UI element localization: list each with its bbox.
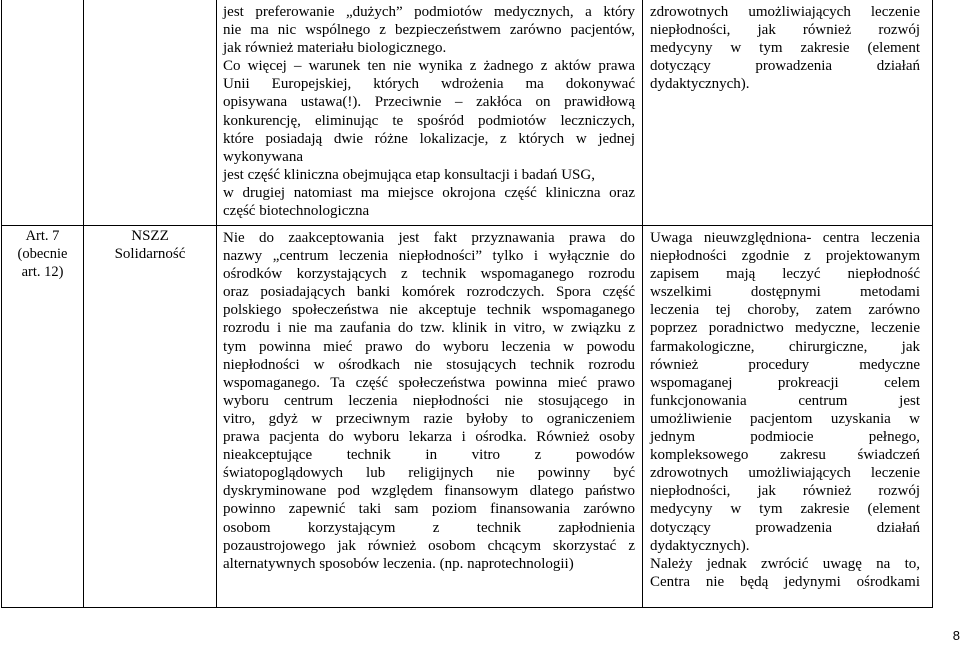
text-line: niepłodności zgodnie z projektowanym <box>650 248 920 265</box>
text-line: niepłodności, jak również rozwój <box>650 483 920 500</box>
text-line: w drugiej natomiast ma miejsce okrojona część kliniczna oraz <box>223 184 635 201</box>
text-line: zapisem mają leczyć niepłodność <box>650 266 920 283</box>
article-line: Art. 7 <box>25 228 60 244</box>
text-line: jest część kliniczna obejmująca etap konsultacji i badań USG, <box>223 166 595 183</box>
comment-text <box>223 229 635 573</box>
text-line: funkcjonowania centrum jest <box>650 392 920 409</box>
article-line: (obecnie <box>17 246 68 263</box>
text-line: Uwaga nieuwzględniona- centra leczenia <box>650 230 920 246</box>
text-line: wykonywana <box>223 148 303 165</box>
text-line: leczenia tej choroby, zatem zarówno <box>650 302 920 319</box>
text-line: Unii Europejskiej, których wdrożenia ma dokonywać <box>223 76 635 93</box>
text-line: umożliwienie pacjentom uzyskania w <box>650 410 920 427</box>
text-line: rozrodu i nie ma zaufania do tzw. klinik in vitro, w związku z <box>223 320 635 337</box>
col1-right-border <box>83 0 84 608</box>
text-line: farmakologiczne, chirurgiczne, jak <box>650 338 920 355</box>
text-line: osobom korzystającym z technik zapłodnienia <box>223 519 635 536</box>
text-line: wszelkimi dostępnymi metodami <box>650 284 920 301</box>
table-left-border <box>1 0 2 608</box>
table-right-border <box>932 0 933 608</box>
text-line: ośrodków korzystających z technik wspomaganego rozrodu <box>223 266 635 283</box>
text-line: dydaktycznych). <box>650 537 750 554</box>
text-line: nieakceptujące technik in vitro z powodów <box>223 447 635 464</box>
table-bottom-border <box>1 607 933 608</box>
col3-right-border <box>642 0 643 608</box>
text-line: prawa pacjenta do wyboru lekarza i ośrodka. Również osoby <box>223 429 635 446</box>
text-line: pozaustrojowego jak również osobom chcącym skorzystać z <box>223 537 635 554</box>
text-line: alternatywnych sposobów leczenia. (np. naprotechnologii) <box>223 555 574 572</box>
text-line: nie ma nic wspólnego z bezpieczeństwem zarówno pacjentów, <box>223 22 635 39</box>
text-line: opisywana ustawa(!). Przeciwnie – zakłóca on prawidłową <box>223 94 635 111</box>
text-line: jednym podmiocie pełnego, <box>650 429 920 446</box>
text-line: zdrowotnych umożliwiających leczenie <box>650 4 920 20</box>
page-number: 8 <box>952 628 960 643</box>
article-line: art. 12) <box>21 264 64 281</box>
row1-col3-text <box>223 3 635 220</box>
text-line: tym powinna mieć prawo do wyboru leczenia w powodu <box>223 338 635 355</box>
text-line: jak również materiału biologicznego. <box>223 40 447 57</box>
text-line: również procedury medyczne <box>650 356 920 373</box>
row1-col4-text <box>650 3 920 93</box>
text-line: konkurencję, eliminując te spośród podmiotów leczniczych, <box>223 112 635 129</box>
text-line: zdrowotnych umożliwiających leczenie <box>650 465 920 482</box>
response-text <box>650 229 920 591</box>
entity-line: Solidarność <box>114 246 186 263</box>
text-line: dotyczący prowadzenia działań <box>650 519 920 536</box>
text-line: dyskryminowane pod względem finansowym dlatego państwo <box>223 483 635 500</box>
entity-line: NSZZ <box>131 228 169 244</box>
text-line: niepłodności, jak również rozwój <box>650 22 920 39</box>
text-line: Należy jednak zwrócić uwagę na to, <box>650 555 920 572</box>
text-line: wspomaganego. Ta część społeczeństwa powinna mieć prawo <box>223 374 635 391</box>
text-line: niepłodności w ośrodkach nie stosujących technik rozrodu <box>223 356 635 373</box>
text-line: jest preferowanie „dużych” podmiotów medycznych, a który <box>223 4 635 20</box>
text-line: Centra nie będą jedynymi ośrodkami <box>650 573 920 590</box>
text-line: powinno zapewnić taki sam poziom finansowania zarówno <box>223 501 635 518</box>
text-line: nazwy „centrum leczenia niepłodności” tylko i wyłącznie do <box>223 248 635 265</box>
text-line: kompleksowego zakresu świadczeń <box>650 447 920 464</box>
text-line: wspomaganej prokreacji celem <box>650 374 920 391</box>
text-line: dotyczący prowadzenia działań <box>650 58 920 75</box>
text-line: Co więcej – warunek ten nie wynika z żadnego z aktów prawa <box>223 58 635 75</box>
text-line: część biotechnologiczna <box>223 203 370 220</box>
text-line: dydaktycznych). <box>650 76 750 93</box>
text-line: światopoglądowych lub religijnych nie powinny być <box>223 465 635 482</box>
text-line: które posiadają dwie różne lokalizacje, z których w jednej <box>223 130 635 147</box>
article-reference <box>2 227 83 281</box>
text-line: polskiego społeczeństwa nie akceptuje technik wspomaganego <box>223 302 635 319</box>
text-line: vitro, gdyż w przeciwnym razie byłoby to ograniczeniem <box>223 410 635 427</box>
text-line: medycyny w tym zakresie (element <box>650 501 920 518</box>
text-line: poprzez poradnictwo medyczne, leczenie <box>650 320 920 337</box>
col2-right-border <box>216 0 217 608</box>
text-line: Nie do zaakceptowania jest fakt przyznawania prawa do <box>223 230 635 246</box>
text-line: oraz posiadających banki komórek rozrodczych. Spora część <box>223 284 635 301</box>
row-divider <box>1 225 933 226</box>
text-line: wyboru centrum leczenia niepłodności nie stosującego in <box>223 392 635 409</box>
submitting-entity <box>84 227 216 263</box>
text-line: medycyny w tym zakresie (element <box>650 40 920 57</box>
